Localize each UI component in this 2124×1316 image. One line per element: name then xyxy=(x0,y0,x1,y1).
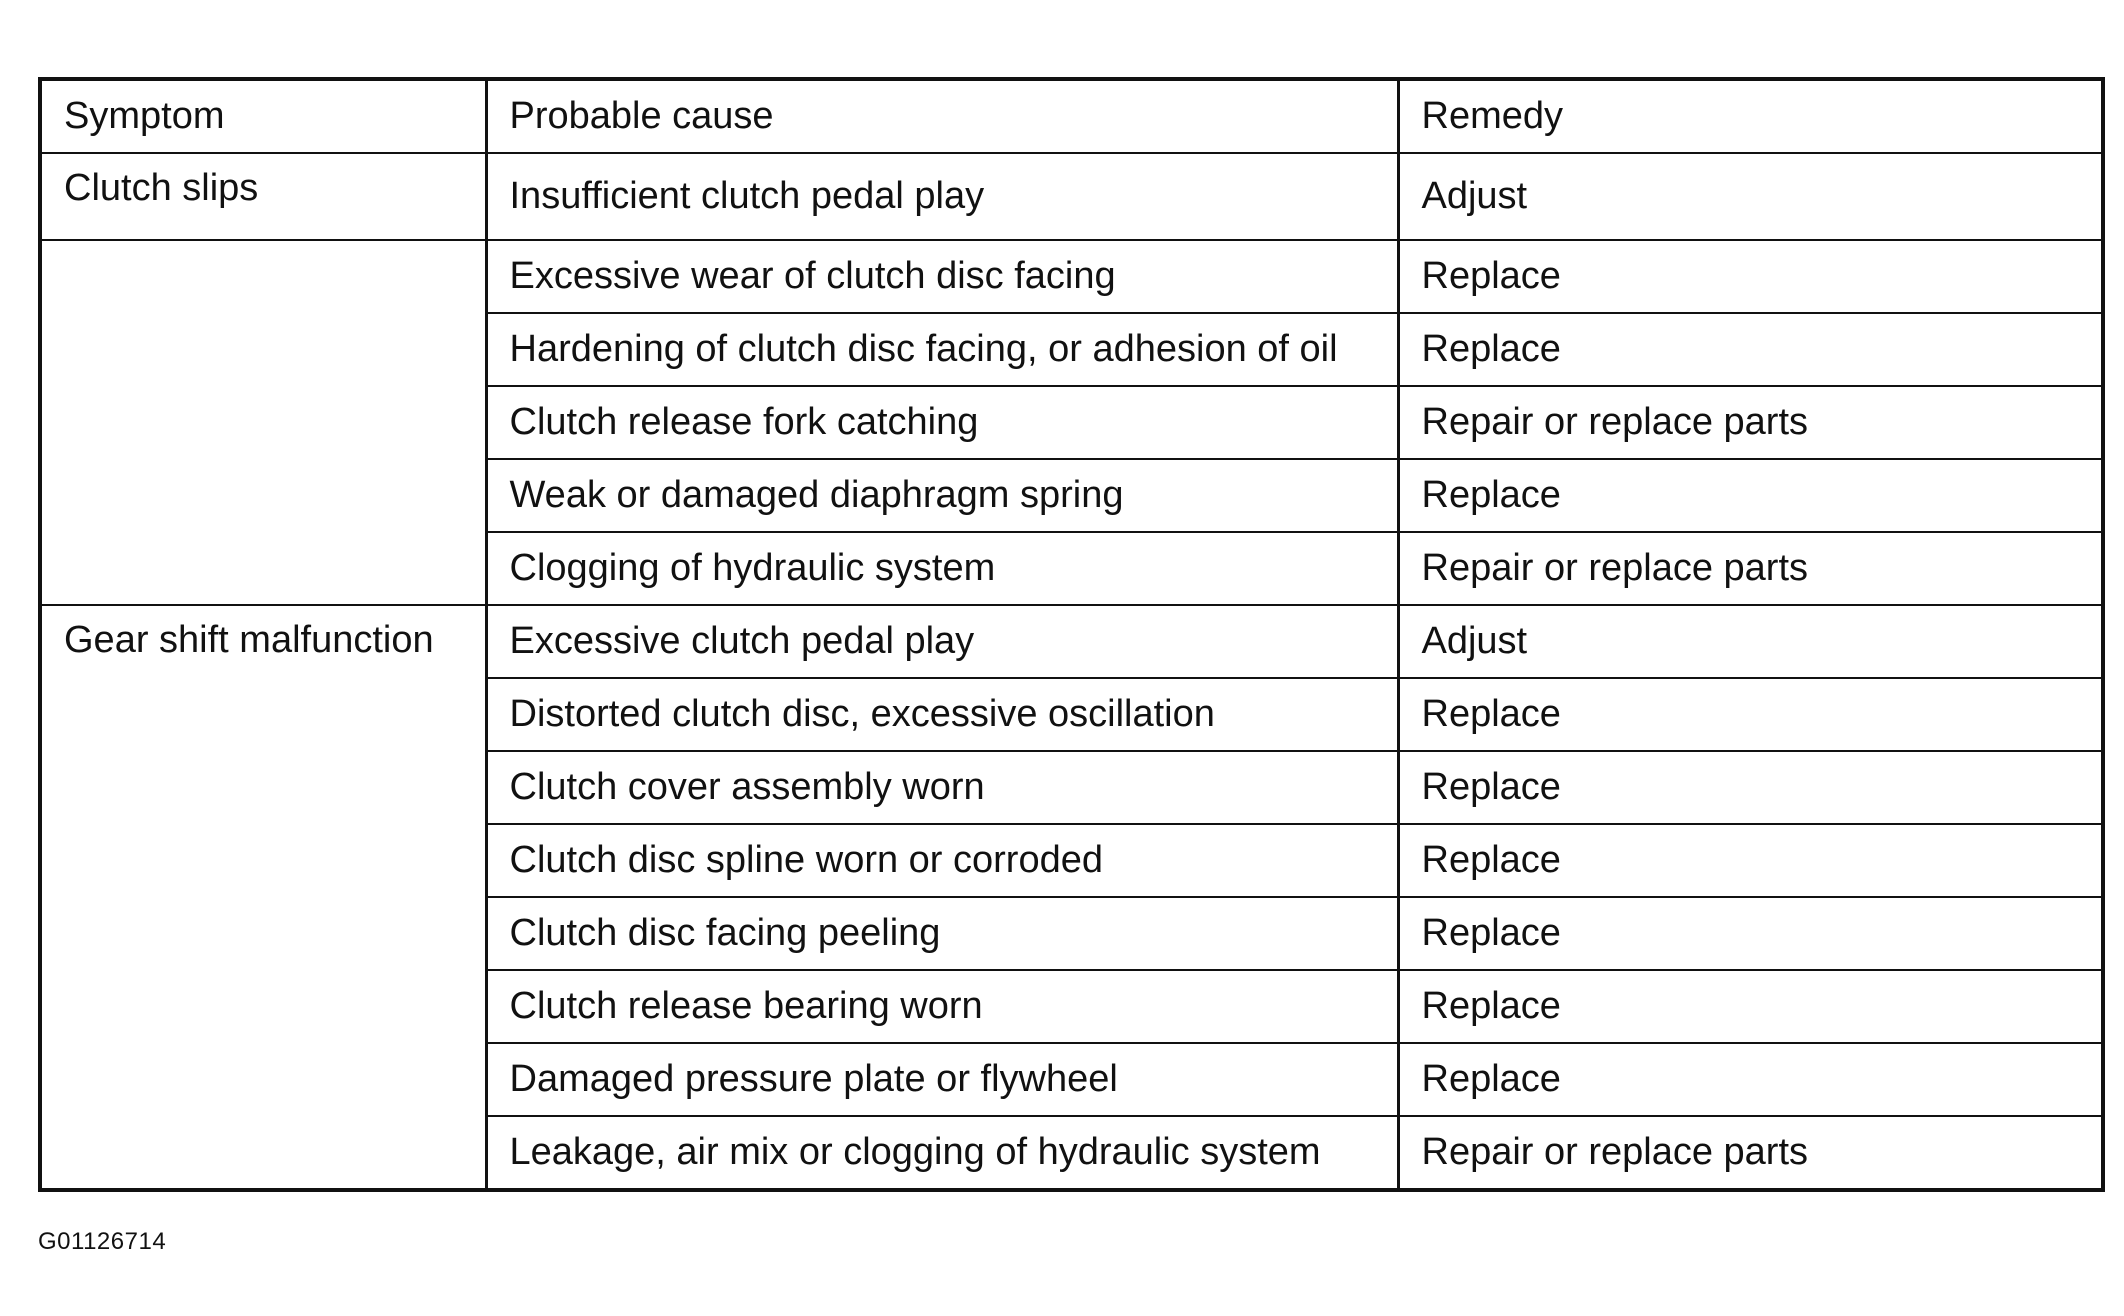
remedy-cell: Adjust xyxy=(1398,605,2103,678)
symptom-cell-blank xyxy=(40,240,486,605)
header-remedy: Remedy xyxy=(1398,79,2103,153)
remedy-cell: Replace xyxy=(1398,751,2103,824)
cause-cell: Distorted clutch disc, excessive oscillation xyxy=(486,678,1398,751)
header-probable-cause: Probable cause xyxy=(486,79,1398,153)
header-symptom: Symptom xyxy=(40,79,486,153)
cause-cell: Leakage, air mix or clogging of hydraulic system xyxy=(486,1116,1398,1190)
cause-cell: Clutch cover assembly worn xyxy=(486,751,1398,824)
table-row xyxy=(40,153,2103,240)
cause-cell: Weak or damaged diaphragm spring xyxy=(486,459,1398,532)
header-row xyxy=(40,79,2103,153)
remedy-cell: Repair or replace parts xyxy=(1398,1116,2103,1190)
cause-cell: Clogging of hydraulic system xyxy=(486,532,1398,605)
remedy-cell: Replace xyxy=(1398,313,2103,386)
cause-cell: Hardening of clutch disc facing, or adhesion of oil xyxy=(486,313,1398,386)
cause-cell: Excessive wear of clutch disc facing xyxy=(486,240,1398,313)
cause-cell: Clutch release fork catching xyxy=(486,386,1398,459)
remedy-cell: Adjust xyxy=(1398,153,2103,240)
cause-cell: Insufficient clutch pedal play xyxy=(486,153,1398,240)
remedy-cell: Replace xyxy=(1398,824,2103,897)
table-row xyxy=(40,240,2103,313)
remedy-cell: Replace xyxy=(1398,459,2103,532)
cause-cell: Clutch disc facing peeling xyxy=(486,897,1398,970)
figure-code: G01126714 xyxy=(38,1228,167,1255)
remedy-cell: Replace xyxy=(1398,897,2103,970)
symptom-cell: Gear shift malfunction xyxy=(40,605,486,1190)
remedy-cell: Replace xyxy=(1398,970,2103,1043)
troubleshooting-table xyxy=(38,77,2105,1192)
remedy-cell: Replace xyxy=(1398,678,2103,751)
table-row xyxy=(40,605,2103,678)
remedy-cell: Repair or replace parts xyxy=(1398,532,2103,605)
cause-cell: Excessive clutch pedal play xyxy=(486,605,1398,678)
cause-cell: Damaged pressure plate or flywheel xyxy=(486,1043,1398,1116)
remedy-cell: Replace xyxy=(1398,1043,2103,1116)
symptom-cell: Clutch slips xyxy=(40,153,486,240)
remedy-cell: Repair or replace parts xyxy=(1398,386,2103,459)
cause-cell: Clutch release bearing worn xyxy=(486,970,1398,1043)
cause-cell: Clutch disc spline worn or corroded xyxy=(486,824,1398,897)
remedy-cell: Replace xyxy=(1398,240,2103,313)
